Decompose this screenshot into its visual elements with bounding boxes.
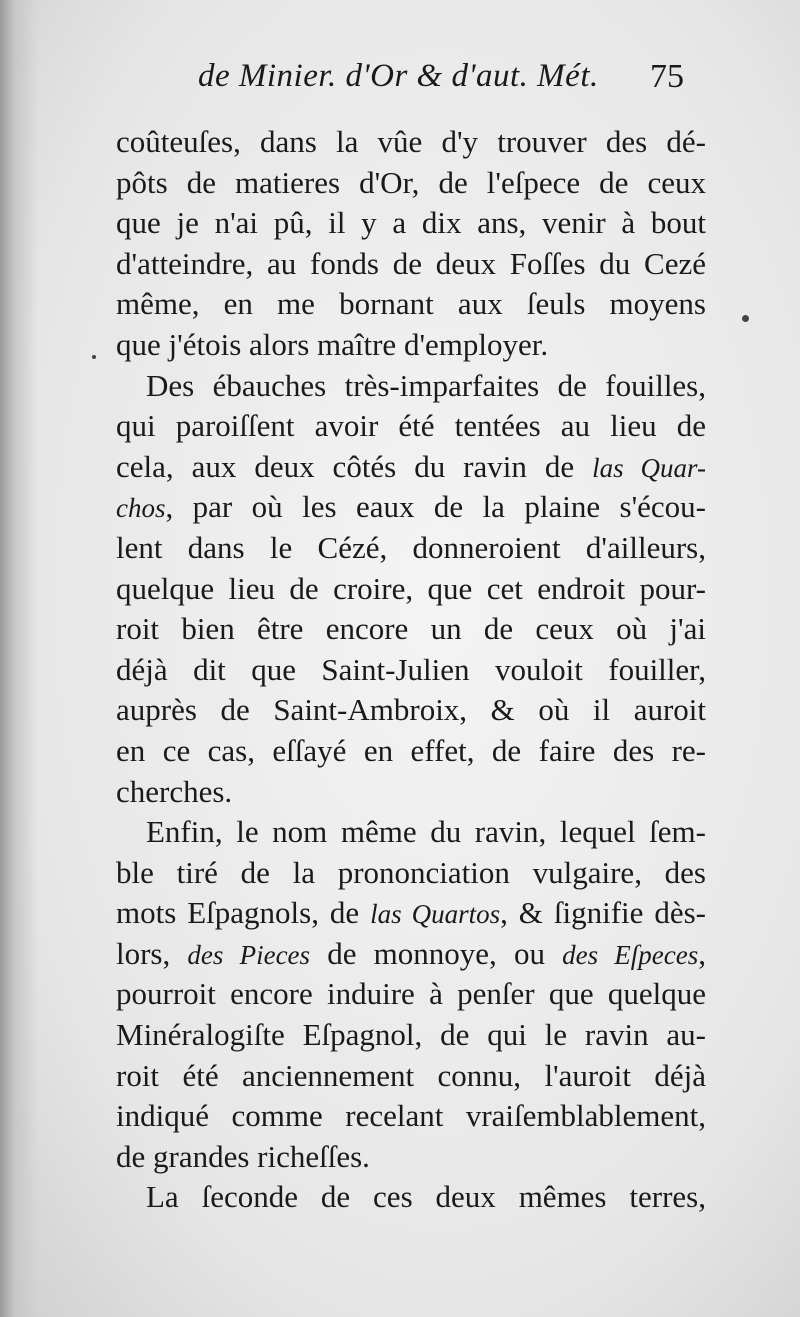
text-line: pourroit encore induire à penſer que quelque xyxy=(116,976,706,1012)
text-line: Minéralogiſte Eſpagnol, de qui le ravin au- xyxy=(116,1017,706,1053)
text-run: , par où les eaux de la plaine s'écou- xyxy=(165,489,706,525)
ink-speck xyxy=(742,315,749,322)
text-line xyxy=(116,447,706,488)
text-line: de grandes richeſſes. xyxy=(116,1138,370,1174)
text-run: , xyxy=(698,935,706,971)
text-line: d'atteindre, au fonds de deux Foſſes du Cezé xyxy=(116,245,706,281)
text-run: lors, xyxy=(116,935,188,971)
text-line xyxy=(116,487,706,528)
text-line: coûteuſes, dans la vûe d'y trouver des dé- xyxy=(116,124,706,159)
binding-shadow xyxy=(0,0,38,1317)
text-line: qui paroiſſent avoir été tentées au lieu de xyxy=(116,408,706,444)
text-line: Enfin, le nom même du ravin, lequel ſem- xyxy=(146,814,706,850)
text-line: lent dans le Cézé, donneroient d'ailleurs, xyxy=(116,529,706,565)
italic-term: las Quar- xyxy=(592,452,707,483)
italic-term: las Quartos xyxy=(370,899,501,930)
text-line: en ce cas, eſſayé en effet, de faire des re- xyxy=(116,732,706,768)
text-run: mots Eſpagnols, de xyxy=(116,895,371,931)
text-run: , & ſignifie dès- xyxy=(500,895,706,931)
text-line: que j'étois alors maître d'employer. xyxy=(116,326,549,362)
text-line: roit bien être encore un de ceux où j'ai xyxy=(116,611,706,647)
body-text xyxy=(116,122,706,1218)
paragraph-3 xyxy=(116,812,706,1177)
text-line: cherches. xyxy=(116,773,233,809)
text-run: cela, aux deux côtés du ravin de xyxy=(116,448,593,484)
text-line: auprès de Saint-Ambroix, & où il auroit xyxy=(116,692,706,728)
text-line: pôts de matieres d'Or, de l'eſpece de ceux xyxy=(116,164,706,200)
text-line: déjà dit que Saint-Julien vouloit fouiller, xyxy=(116,651,706,687)
text-line: roit été anciennement connu, l'auroit déjà xyxy=(116,1057,706,1093)
page-number: 75 xyxy=(650,58,684,95)
running-head: de Minier. d'Or & d'aut. Mét. xyxy=(198,58,599,94)
text-line: même, en me bornant aux ſeuls moyens xyxy=(116,286,706,322)
text-line: quelque lieu de croire, que cet endroit pour- xyxy=(116,570,706,606)
text-line: que je n'ai pû, il y a dix ans, venir à bout xyxy=(116,205,706,241)
text-line: indiqué comme recelant vraiſemblablement, xyxy=(116,1098,706,1134)
text-line: Des ébauches très-imparfaites de fouilles, xyxy=(146,367,706,403)
text-line xyxy=(116,893,706,934)
italic-term: des Pieces xyxy=(187,939,311,970)
text-line: La ſeconde de ces deux mêmes terres, xyxy=(146,1179,706,1215)
page-header xyxy=(198,58,738,108)
paragraph-4 xyxy=(116,1177,706,1218)
italic-term: des Eſpeces xyxy=(562,939,699,970)
paragraph-2 xyxy=(116,366,706,813)
text-line xyxy=(116,934,706,975)
text-run: de monnoye, ou xyxy=(310,935,563,971)
ink-speck xyxy=(92,355,96,359)
paragraph-1 xyxy=(116,122,706,366)
italic-term: chos xyxy=(116,493,166,524)
text-line: ble tiré de la prononciation vulgaire, des xyxy=(116,854,706,890)
